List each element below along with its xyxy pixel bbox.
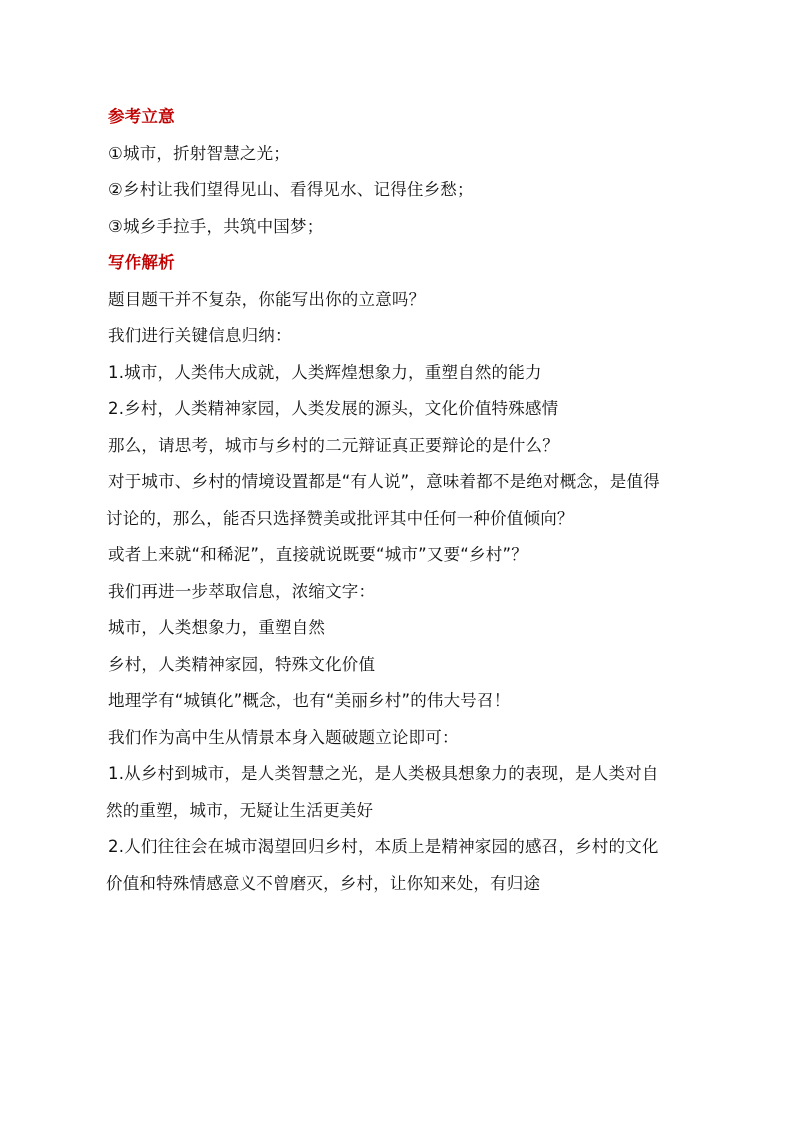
section-heading-reference-ideas: 参考立意: [108, 107, 175, 126]
reference-idea-2: ②乡村让我们望得见山、看得见水、记得住乡愁；: [108, 180, 474, 199]
analysis-paragraph-situation-line-2: 讨论的，那么，能否只选择赞美或批评其中任何一种价值倾向？: [106, 508, 574, 528]
argument-2-line-1: 2.人们往往会在城市渴望回归乡村，本质上是精神家园的感召，乡村的文化: [108, 837, 659, 856]
argument-2-line-2: 价值和特殊情感意义不曾磨灭，乡村，让你知来处，有归途: [106, 873, 541, 893]
analysis-question: 那么，请思考，城市与乡村的二元辩证真正要辩论的是什么？: [108, 435, 559, 455]
condensed-city: 城市，人类想象力，重塑自然: [108, 618, 326, 637]
analysis-paragraph-compromise: 或者上来就“和稀泥”，直接就说既要“城市”又要“乡村”？: [108, 545, 528, 564]
document-content: [108, 99, 728, 902]
analysis-paragraph-situation-line-1: 对于城市、乡村的情境设置都是“有人说”，意味着都不是绝对概念，是值得: [108, 472, 660, 491]
analysis-paragraph-1: 题目题干并不复杂，你能写出你的立意吗？: [108, 289, 426, 309]
condensed-village: 乡村，人类精神家园，特殊文化价值: [108, 654, 376, 674]
analysis-point-village: 2.乡村，人类精神家园，人类发展的源头，文化价值特殊感情: [108, 399, 559, 418]
argument-1-line-1: 1.从乡村到城市，是人类智慧之光，是人类极具想象力的表现，是人类对自: [108, 764, 659, 783]
analysis-paragraph-2: 我们进行关键信息归纳：: [108, 326, 292, 345]
argument-1-line-2: 然的重塑，城市，无疑让生活更美好: [106, 800, 374, 820]
section-heading-writing-analysis: 写作解析: [108, 253, 175, 272]
student-approach: 我们作为高中生从情景本身入题破题立论即可：: [108, 727, 459, 747]
reference-idea-1: ①城市，折射智慧之光；: [108, 143, 290, 163]
reference-idea-3: ③城乡手拉手，共筑中国梦；: [108, 216, 324, 236]
analysis-point-city: 1.城市，人类伟大成就，人类辉煌想象力，重塑自然的能力: [108, 362, 542, 382]
analysis-paragraph-extract: 我们再进一步萃取信息，浓缩文字：: [108, 581, 376, 601]
geography-concept: 地理学有“城镇化”概念，也有“美丽乡村”的伟大号召！: [108, 691, 511, 710]
